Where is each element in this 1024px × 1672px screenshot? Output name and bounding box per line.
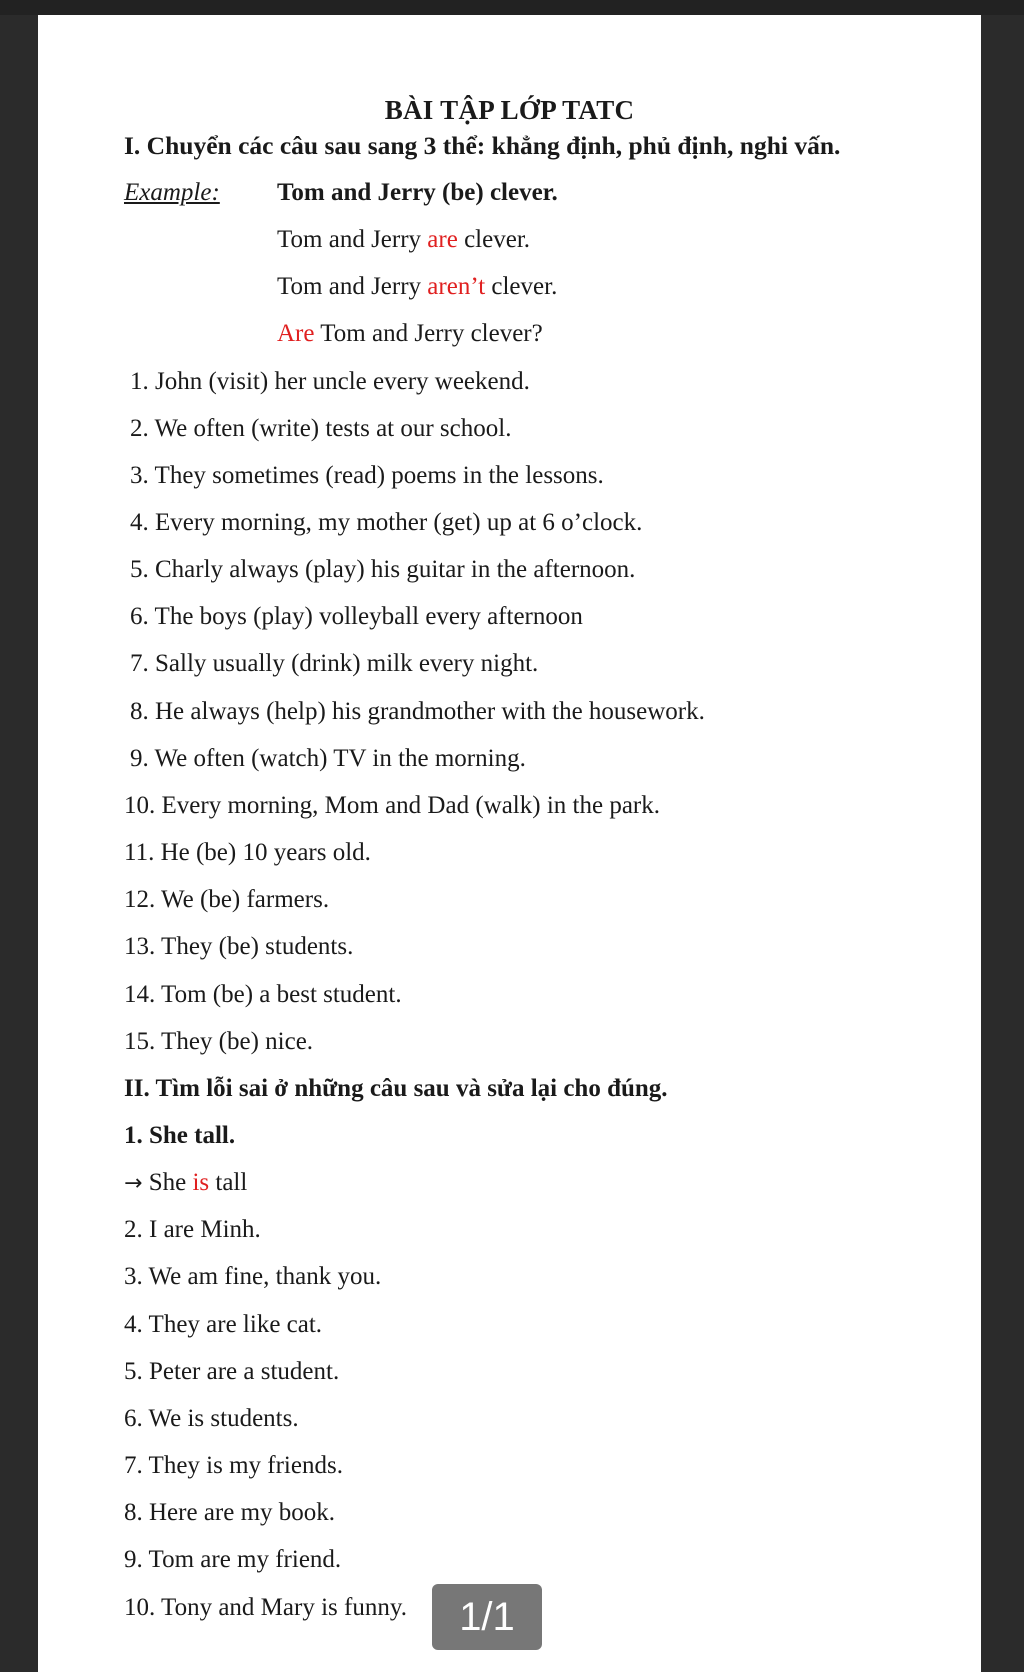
answer-before: She (142, 1169, 193, 1196)
exercise-item: 15. They (be) nice. (124, 1028, 314, 1055)
exercise-item: 12. We (be) farmers. (124, 886, 330, 913)
affirmative-before: Tom and Jerry (277, 226, 428, 253)
exercise-item: 11. He (be) 10 years old. (124, 839, 371, 866)
section1-heading: I. Chuyển các câu sau sang 3 thể: khẳng định, phủ định, nghi vấn. (124, 131, 841, 160)
exercise-item: 1. John (visit) her uncle every weekend. (130, 368, 530, 395)
exercise-item: 7. Sally usually (drink) milk every night. (130, 650, 539, 677)
exercise-item: 3. They sometimes (read) poems in the lessons. (130, 462, 604, 489)
example-prompt: Tom and Jerry (be) clever. (277, 179, 558, 206)
error-item: 5. Peter are a student. (124, 1358, 340, 1385)
error-item: 6. We is students. (124, 1405, 299, 1432)
example-question (277, 318, 543, 350)
error-item: 3. We am fine, thank you. (124, 1263, 382, 1290)
exercise-item: 9. We often (watch) TV in the morning. (130, 745, 526, 772)
error-item: 2. I are Minh. (124, 1216, 261, 1243)
answer-highlight: is (192, 1169, 210, 1196)
exercise-item: 5. Charly always (play) his guitar in the afternoon. (130, 556, 636, 583)
section2-example-answer (124, 1167, 247, 1200)
exercise-item: 14. Tom (be) a best student. (124, 981, 402, 1008)
example-label: Example: (124, 179, 220, 206)
answer-after: tall (209, 1169, 248, 1196)
error-item: 10. Tony and Mary is funny. (124, 1594, 407, 1621)
document-page (38, 15, 981, 1672)
question-highlight: Are (277, 320, 315, 347)
example-negative (277, 271, 557, 303)
viewer-top-bar (0, 0, 1024, 15)
exercise-item: 10. Every morning, Mom and Dad (walk) in the park. (124, 792, 660, 819)
exercise-item: 13. They (be) students. (124, 933, 354, 960)
error-item: 9. Tom are my friend. (124, 1546, 342, 1573)
exercise-item: 4. Every morning, my mother (get) up at 6 o’clock. (130, 509, 643, 536)
example-row (124, 177, 220, 209)
affirmative-after: clever. (457, 226, 531, 253)
exercise-item: 2. We often (write) tests at our school. (130, 415, 512, 442)
question-after: Tom and Jerry clever? (314, 320, 543, 347)
section2-example-item: 1. She tall. (124, 1122, 236, 1149)
error-item: 8. Here are my book. (124, 1499, 336, 1526)
error-item: 4. They are like cat. (124, 1311, 323, 1338)
page-indicator: 1/1 (432, 1584, 542, 1650)
affirmative-highlight: are (427, 226, 458, 253)
negative-after: clever. (485, 273, 558, 300)
right-arrow-icon: → (124, 1171, 143, 1196)
negative-highlight: aren’t (427, 273, 486, 300)
example-affirmative (277, 224, 530, 256)
document-title: BÀI TẬP LỚP TATC (384, 95, 635, 125)
section2-heading: II. Tìm lỗi sai ở những câu sau và sửa lại cho đúng. (124, 1075, 668, 1102)
error-item: 7. They is my friends. (124, 1452, 343, 1479)
exercise-item: 6. The boys (play) volleyball every afternoon (130, 603, 583, 630)
exercise-item: 8. He always (help) his grandmother with the housework. (130, 698, 705, 725)
negative-before: Tom and Jerry (277, 273, 428, 300)
